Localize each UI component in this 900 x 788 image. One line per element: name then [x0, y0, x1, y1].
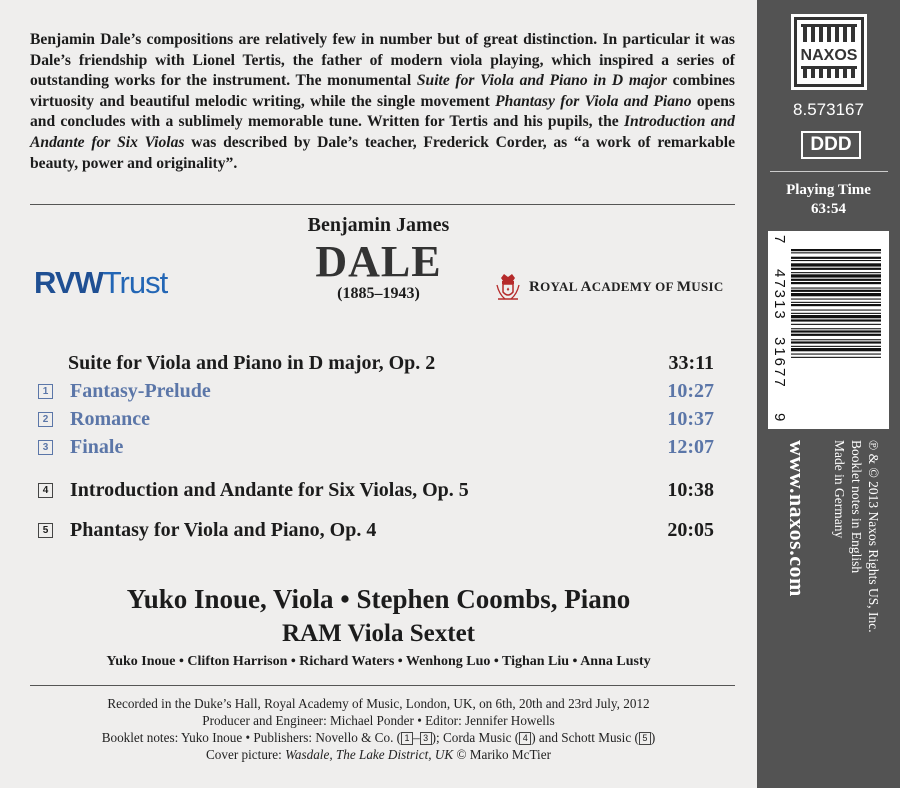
track-time: 12:07 [667, 435, 714, 458]
barcode-bar [791, 319, 881, 321]
barcode-bar [791, 293, 881, 296]
naxos-logo-text: NAXOS [800, 47, 858, 64]
playing-time-value: 63:54 [811, 201, 846, 217]
intro-text-part: was described by Dale’s teacher, Frederick Corder, as “a work of remarkable beauty, power and originality”. [30, 133, 735, 172]
barcode-bar [791, 324, 881, 325]
intro-text-part: Benjamin Dale’s compositions are relatively few in number but of great distinction. In particular it was Dale’s friendship with Lionel Tertis, the father of modern viola playing, which inspired a series of outstanding works for the instrument. The monumental [30, 31, 735, 90]
intro-italic-title: Introduction and Andante for Six Violas [30, 113, 735, 151]
barcode-bar [791, 249, 881, 251]
barcode-bar [791, 272, 881, 273]
credits-track-number: 4 [519, 732, 531, 745]
track-row[interactable] [38, 350, 714, 376]
track-time: 10:37 [667, 407, 714, 430]
track-title: Romance [70, 407, 150, 430]
intro-text-part: opens and concludes with a sublimely memorable tune. Written for Tertis and his pupils, the [30, 92, 735, 131]
barcode-bar [791, 313, 881, 314]
credits-cover-title: Wasdale, The Lake District, UK [285, 747, 454, 762]
barcode-bar [791, 310, 881, 311]
rights-notice [831, 440, 882, 633]
ram-text-part: CADEMY OF [591, 278, 674, 294]
ram-text-part: USIC [691, 278, 724, 294]
composer-first-name: Benjamin James [307, 214, 450, 236]
svg-text:♦: ♦ [506, 287, 510, 293]
track-row[interactable] [38, 517, 714, 543]
intro-text [30, 30, 735, 174]
credits-track-number: 3 [420, 732, 432, 745]
divider [30, 685, 735, 686]
credits-text: Cover picture: [206, 747, 286, 762]
ram-text-part: M [676, 278, 692, 295]
barcode-bar [791, 252, 881, 253]
playing-time [757, 181, 900, 219]
barcode-bar [791, 328, 881, 329]
naxos-logo [791, 14, 867, 90]
barcode-bar [791, 288, 881, 289]
rights-line: Booklet notes in English [849, 440, 864, 574]
barcode-bar [791, 354, 881, 355]
track-number: 4 [38, 483, 53, 498]
composer-last-name: DALE [315, 237, 442, 286]
barcode-bar [791, 274, 881, 277]
barcode-digit: 47313 [771, 269, 788, 321]
rvw-trust-logo [34, 265, 167, 301]
track-time: 10:38 [667, 478, 714, 501]
track-row[interactable] [38, 378, 714, 404]
barcode-bar [791, 334, 881, 336]
barcode-bar [791, 339, 881, 340]
barcode-bar [791, 299, 881, 300]
royal-academy-logo [493, 272, 724, 302]
track-title: Finale [70, 435, 124, 458]
barcode-bar [791, 260, 881, 261]
barcode-digit: 31677 [771, 337, 788, 389]
barcode-digit: 7 [771, 235, 788, 244]
track-number: 5 [38, 523, 53, 538]
credits-producer: Producer and Engineer: Michael Ponder • Editor: Jennifer Howells [202, 713, 555, 728]
barcode-bar [791, 304, 881, 306]
credits [0, 695, 757, 763]
barcode-bar [791, 263, 881, 266]
barcode-bar [791, 315, 881, 318]
rights-line: ℗ & © 2013 Naxos Rights US, Inc. [866, 440, 881, 633]
barcode-bar [791, 257, 881, 259]
rvw-logo-text: RVW [34, 265, 103, 300]
credits-text: ) and Schott Music ( [531, 730, 639, 745]
composer-dates: (1885–1943) [337, 285, 420, 302]
crest-icon [493, 272, 523, 302]
intro-text-part: combines virtuosity and beautiful melodic writing, while the single movement [30, 72, 735, 110]
trust-logo-text: Trust [102, 265, 168, 300]
track-number: 3 [38, 440, 53, 455]
barcode-bar [791, 302, 881, 303]
barcode [768, 231, 889, 429]
ram-text-part: OYAL [540, 278, 577, 294]
track-number: 2 [38, 412, 53, 427]
barcode-bar [791, 279, 881, 281]
credits-text: ); Corda Music ( [431, 730, 520, 745]
track-row[interactable] [38, 477, 714, 503]
credits-cover [0, 746, 757, 763]
barcode-bar [791, 290, 881, 292]
website-url[interactable]: www.naxos.com [785, 440, 810, 597]
credits-publishers [0, 729, 757, 746]
performers-ensemble: RAM Viola Sextet [281, 620, 476, 647]
royal-academy-text [529, 279, 724, 296]
ram-text-part: A [580, 278, 592, 295]
track-title: Fantasy-Prelude [70, 379, 211, 402]
ram-text-part: R [529, 278, 541, 295]
credits-recording: Recorded in the Duke’s Hall, Royal Academy of Music, London, UK, on 6th, 20th and 23rd July, 2012 [107, 696, 650, 711]
barcode-bar [791, 348, 881, 351]
track-number [38, 357, 51, 370]
track-title: Suite for Viola and Piano in D major, Op. 2 [68, 351, 436, 374]
track-number: 1 [38, 384, 53, 399]
track-title: Introduction and Andante for Six Violas, Op. 5 [70, 478, 469, 501]
track-row[interactable] [38, 406, 714, 432]
barcode-digit: 9 [771, 413, 788, 422]
credits-track-number: 1 [401, 732, 413, 745]
credits-text: © Mariko McTier [453, 747, 551, 762]
divider [30, 204, 735, 205]
playing-time-label: Playing Time [786, 182, 871, 198]
barcode-bar [791, 346, 881, 347]
barcode-bar [791, 268, 881, 270]
catalog-number: 8.573167 [793, 100, 864, 119]
intro-italic-title: Suite for Viola and Piano in D major [416, 72, 667, 90]
track-time: 10:27 [667, 379, 714, 402]
track-time: 20:05 [667, 518, 714, 541]
credits-text: ) [650, 730, 656, 745]
barcode-bar [791, 341, 881, 343]
barcode-bar [791, 330, 881, 332]
barcode-bar [791, 282, 881, 284]
credits-track-number: 5 [639, 732, 651, 745]
rights-line: Made in Germany [832, 440, 847, 539]
performers-ensemble-members: Yuko Inoue • Clifton Harrison • Richard Waters • Wenhong Luo • Tighan Liu • Anna Lusty [106, 654, 651, 669]
track-title: Phantasy for Viola and Piano, Op. 4 [70, 518, 377, 541]
credits-text: Booklet notes: Yuko Inoue • Publishers: Novello & Co. ( [101, 730, 402, 745]
performers-soloists: Yuko Inoue, Viola • Stephen Coombs, Piano [126, 584, 631, 614]
spine-divider [770, 171, 888, 172]
barcode-icon [768, 231, 889, 429]
track-time: 33:11 [668, 351, 714, 374]
credits-text: – [413, 730, 420, 745]
ddd-badge: DDD [801, 131, 861, 159]
barcode-bar [791, 357, 881, 358]
intro-italic-title: Phantasy for Viola and Piano [495, 92, 692, 110]
track-row[interactable] [38, 434, 714, 460]
